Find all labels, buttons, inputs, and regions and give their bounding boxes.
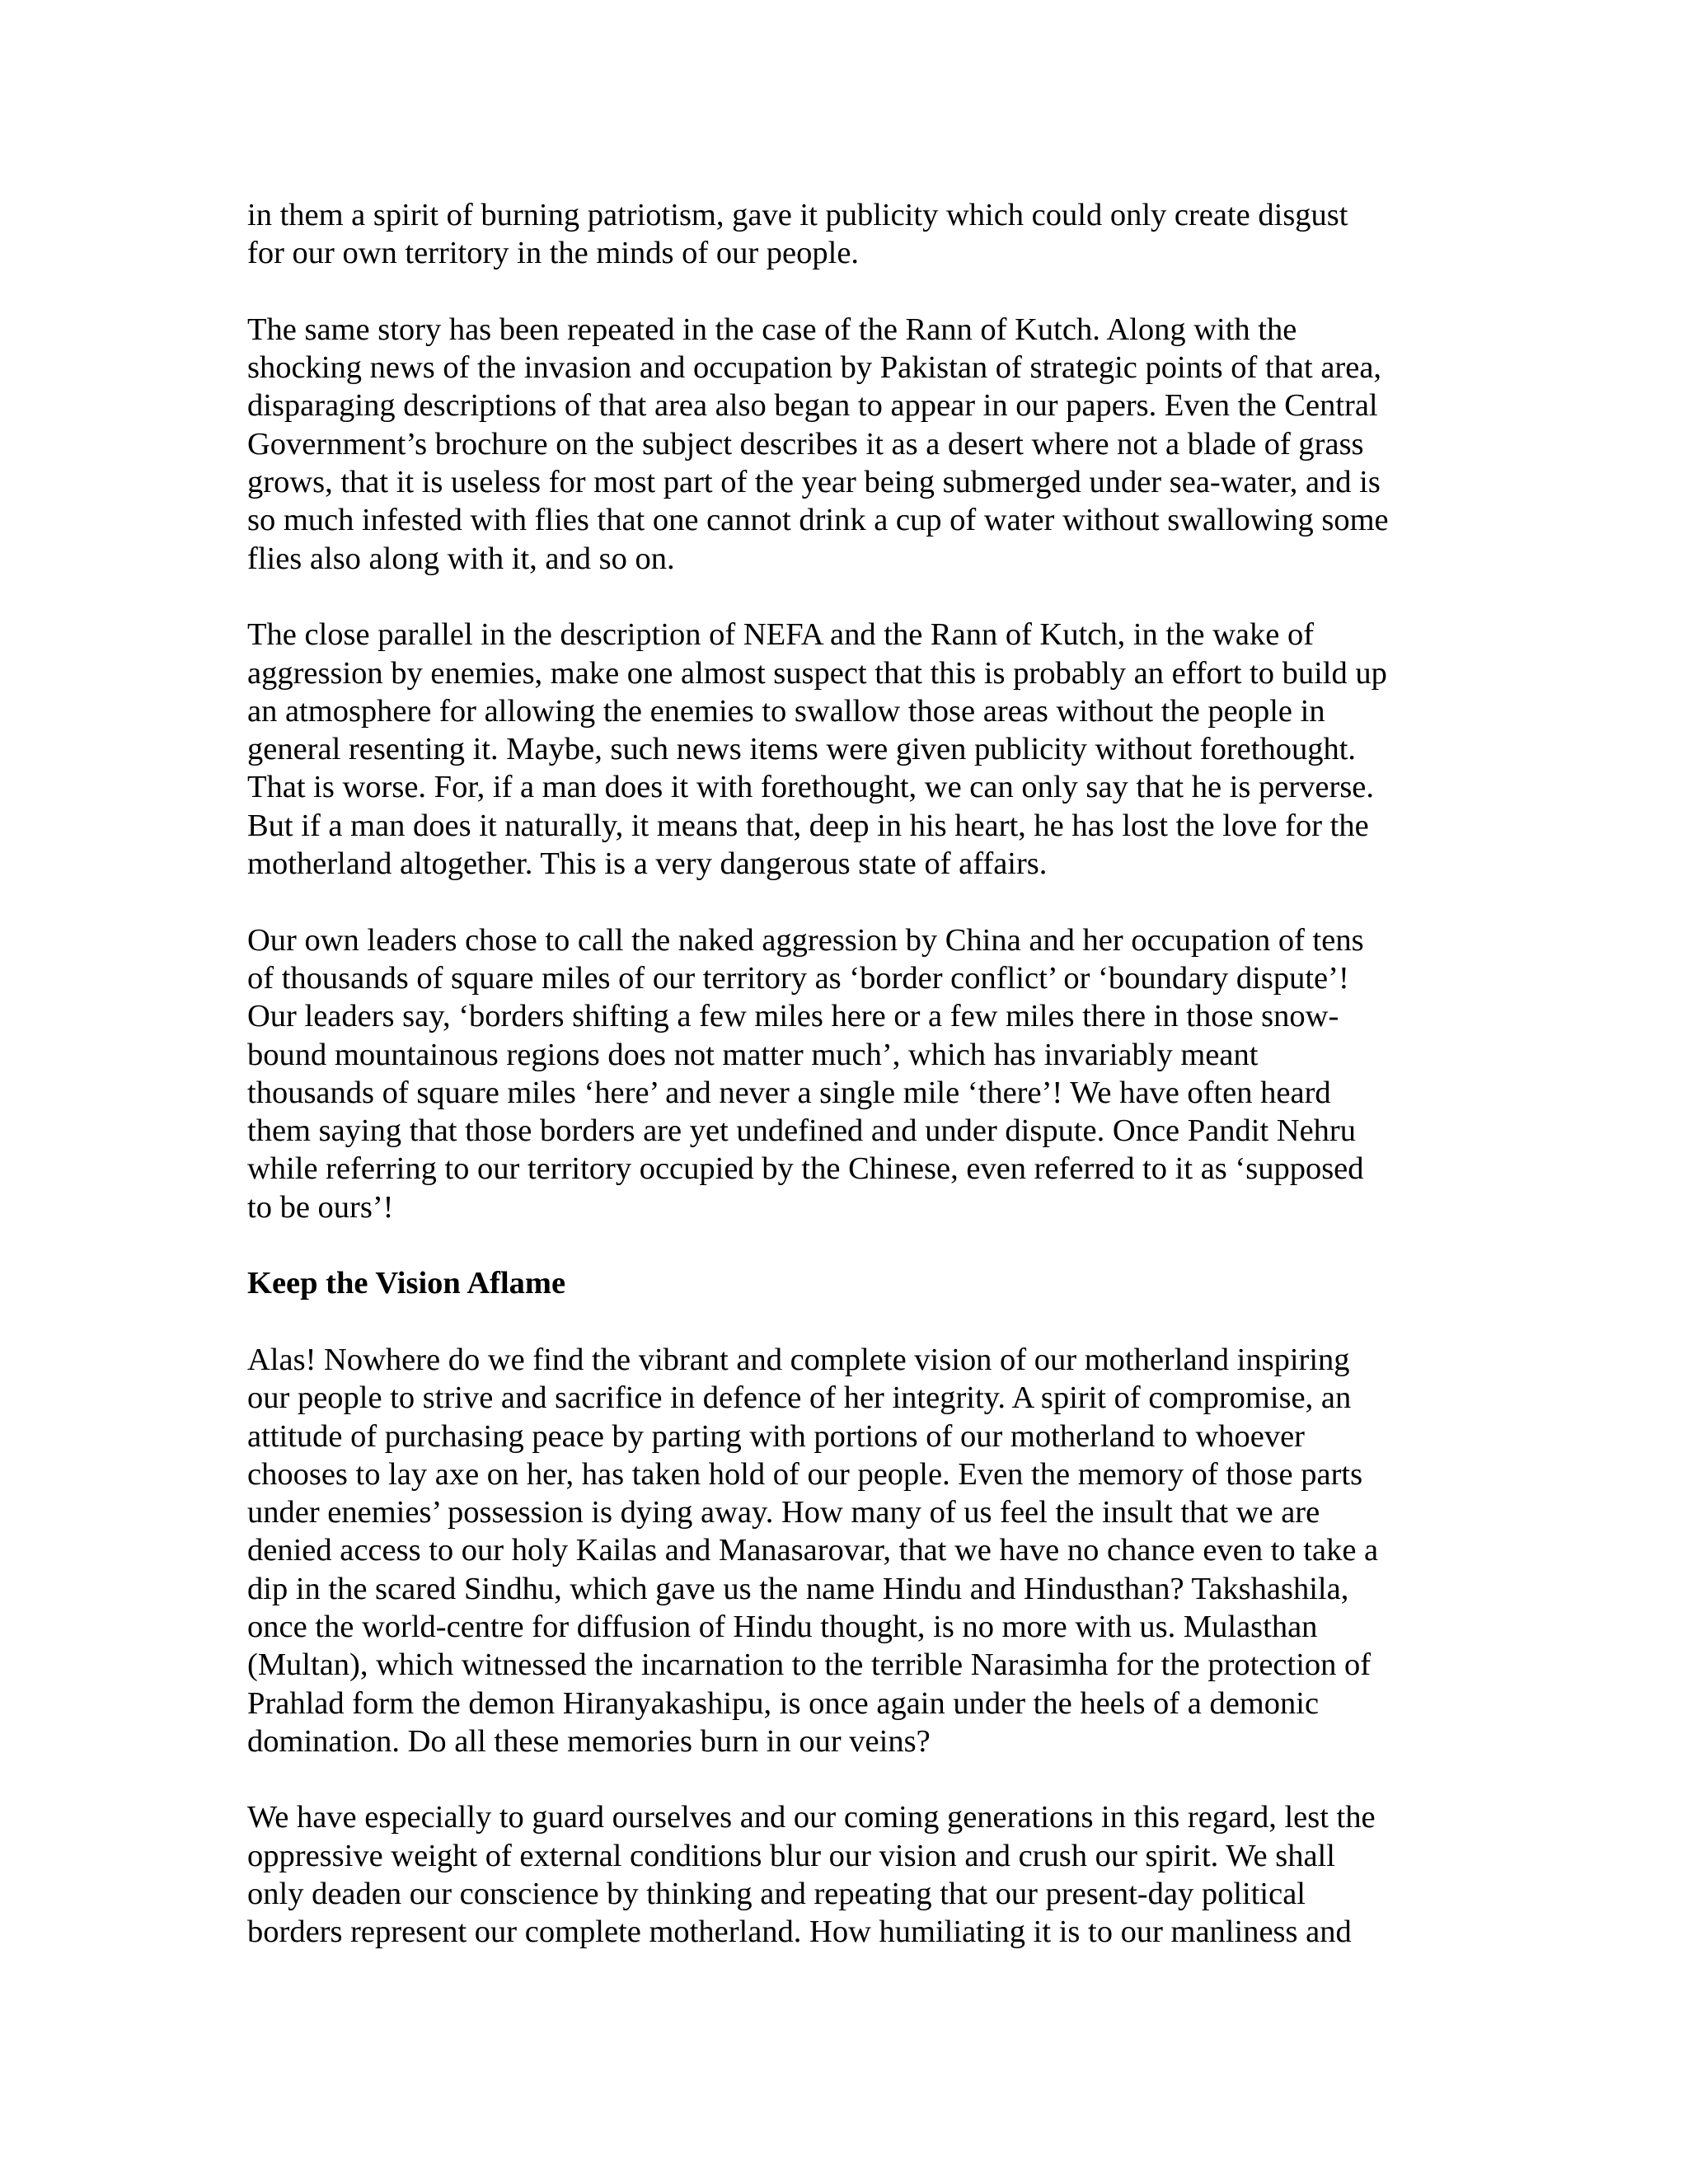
text-line: of thousands of square miles of our territory as ‘border conflict’ or ‘boundary dispute’! [247,960,1349,996]
document-page [247,196,1451,1990]
text-line: aggression by enemies, make one almost suspect that this is probably an effort to build up [247,655,1387,691]
text-line: domination. Do all these memories burn in our veins? [247,1723,931,1759]
text-line: borders represent our complete motherland. How humiliating it is to our manliness and [247,1915,1352,1950]
text-line: flies also along with it, and so on. [247,541,675,576]
text-line: to be ours’! [247,1189,394,1225]
paragraph-nowhere-vision [247,1341,1451,1760]
text-line: chooses to lay axe on her, has taken hold of our people. Even the memory of those parts [247,1456,1363,1492]
text-line: an atmosphere for allowing the enemies to swallow those areas without the people in [247,693,1325,729]
text-line: The same story has been repeated in the case of the Rann of Kutch. Along with the [247,312,1297,347]
text-line: Government’s brochure on the subject describes it as a desert where not a blade of grass [247,426,1364,462]
paragraph-border-conflict [247,921,1451,1226]
text-line: (Multan), which witnessed the incarnation to the terrible Narasimha for the protection of [247,1647,1372,1683]
paragraph-patriotism [247,196,1451,273]
text-line: while referring to our territory occupied by the Chinese, even referred to it as ‘supposed [247,1151,1364,1187]
heading-text: Keep the Vision Aflame [247,1266,566,1301]
text-line: oppressive weight of external conditions blur our vision and crush our spirit. We shall [247,1838,1335,1873]
text-line: denied access to our holy Kailas and Manasarovar, that we have no chance even to take a [247,1533,1379,1568]
text-line: That is worse. For, if a man does it with forethought, we can only say that he is perverse. [247,770,1375,805]
text-line: disparaging descriptions of that area also began to appear in our papers. Even the Central [247,388,1378,424]
text-line: once the world-centre for diffusion of Hindu thought, is no more with us. Mulasthan [247,1609,1318,1644]
text-line: bound mountainous regions does not matter much’, which has invariably meant [247,1037,1259,1072]
paragraph-nefa-parallel [247,616,1451,883]
text-line: so much infested with flies that one cannot drink a cup of water without swallowing some [247,503,1389,538]
text-line: The close parallel in the description of NEFA and the Rann of Kutch, in the wake of [247,617,1315,653]
text-line: But if a man does it naturally, it means that, deep in his heart, he has lost the love for the [247,808,1369,843]
text-line: shocking news of the invasion and occupation by Pakistan of strategic points of that area, [247,350,1382,386]
paragraph-guard-ourselves [247,1798,1451,1951]
text-line: motherland altogether. This is a very dangerous state of affairs. [247,846,1048,882]
text-line: Prahlad form the demon Hiranyakashipu, is once again under the heels of a demonic [247,1685,1320,1721]
text-line: for our own territory in the minds of our people. [247,236,860,271]
text-line: only deaden our conscience by thinking and repeating that our present-day political [247,1877,1306,1912]
text-line: them saying that those borders are yet undefined and under dispute. Once Pandit Nehru [247,1113,1356,1149]
text-line: Our leaders say, ‘borders shifting a few miles here or a few miles there in those snow- [247,999,1339,1034]
paragraph-rann-of-kutch [247,311,1451,578]
text-line: general resenting it. Maybe, such news items were given publicity without forethought. [247,732,1357,767]
text-line: thousands of square miles ‘here’ and never a single mile ‘there’! We have often heard [247,1075,1331,1110]
text-line: Our own leaders chose to call the naked aggression by China and her occupation of tens [247,922,1364,958]
text-line: attitude of purchasing peace by parting with portions of our motherland to whoever [247,1418,1305,1454]
text-line: grows, that it is useless for most part of the year being submerged under sea-water, and is [247,465,1381,500]
text-line: under enemies’ possession is dying away. How many of us feel the insult that we are [247,1495,1320,1530]
section-heading [247,1264,1451,1302]
text-line: our people to strive and sacrifice in defence of her integrity. A spirit of compromise, an [247,1380,1352,1416]
text-line: Alas! Nowhere do we find the vibrant and complete vision of our motherland inspiring [247,1342,1350,1377]
text-line: We have especially to guard ourselves and our coming generations in this regard, lest the [247,1800,1376,1835]
text-line: dip in the scared Sindhu, which gave us the name Hindu and Hindusthan? Takshashila, [247,1571,1349,1606]
text-line: in them a spirit of burning patriotism, gave it publicity which could only create disgust [247,198,1348,232]
